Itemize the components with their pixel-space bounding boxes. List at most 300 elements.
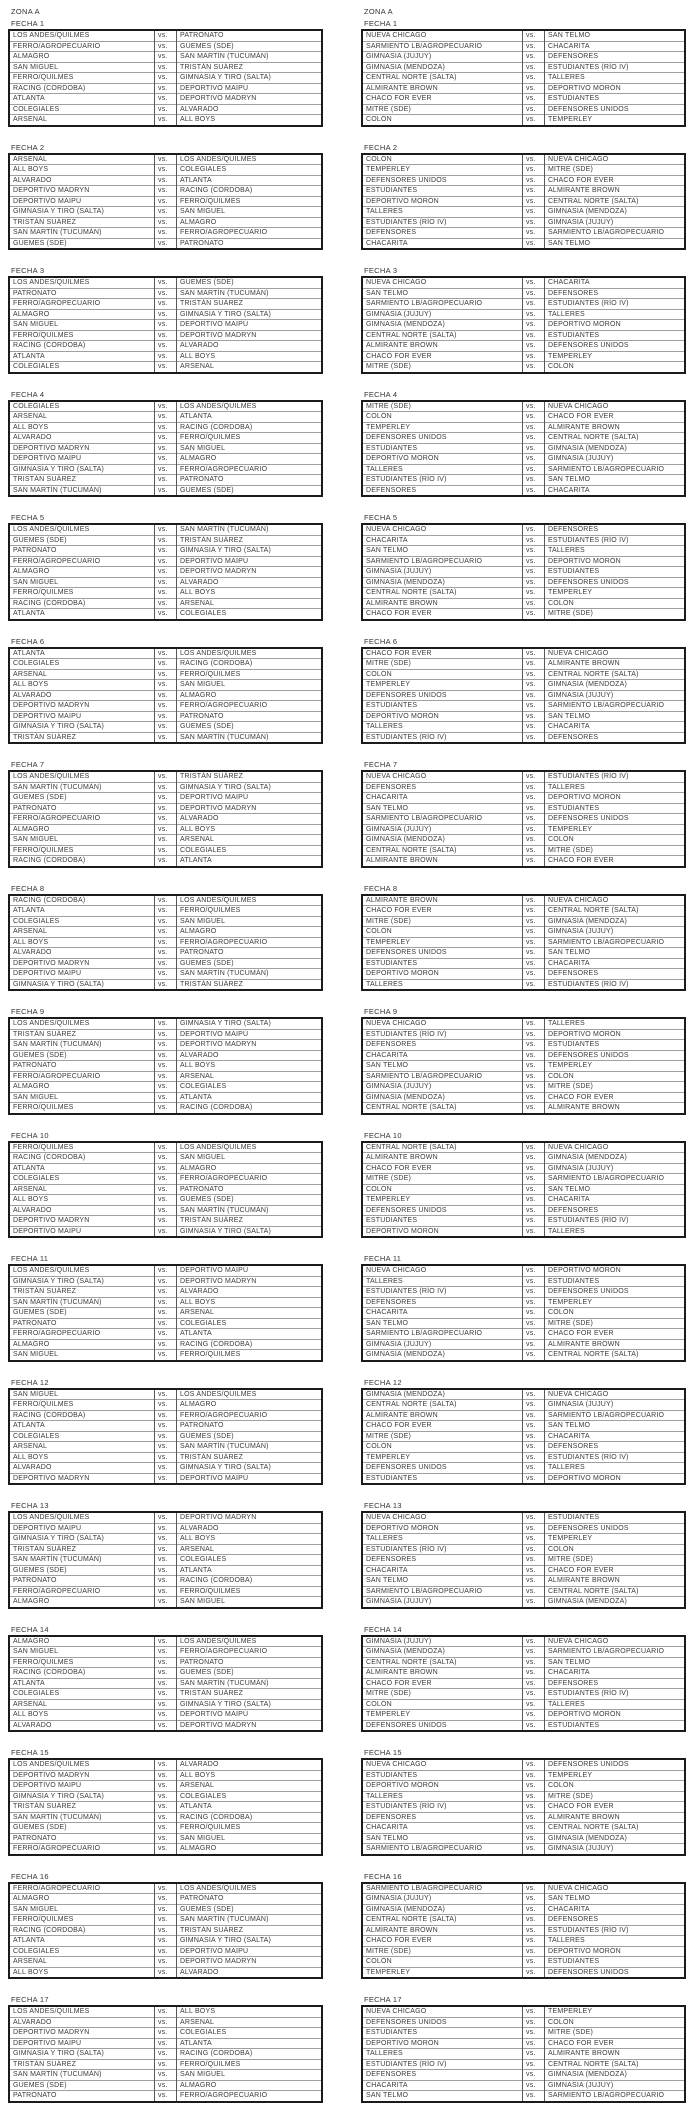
match-row — [9, 1936, 322, 1947]
fecha-block — [8, 636, 323, 745]
away-team-cell: TEMPERLEY — [545, 1061, 686, 1072]
vs-label: vs. — [523, 546, 545, 557]
vs-label: vs. — [155, 701, 177, 712]
match-row — [9, 83, 322, 94]
match-row — [362, 1226, 685, 1237]
match-row — [9, 475, 322, 486]
away-team-cell: MITRE (SDE) — [545, 165, 686, 176]
match-row — [9, 1576, 322, 1587]
home-team-cell: LOS ANDES/QUILMES — [13, 1267, 90, 1275]
vs-label: vs. — [523, 165, 545, 176]
fixture-table — [8, 894, 323, 992]
vs-label: vs. — [155, 1103, 177, 1114]
away-team-cell: FERRO/QUILMES — [177, 196, 323, 207]
match-row — [362, 362, 685, 373]
vs-label: vs. — [155, 1668, 177, 1679]
away-team-cell: DEFENSORES — [545, 1678, 686, 1689]
away-team-cell: GÜEMES (SDE) — [177, 1904, 323, 1915]
home-team-cell: ALMIRANTE BROWN — [362, 856, 523, 867]
match-row — [9, 330, 322, 341]
vs-label: vs. — [523, 948, 545, 959]
home-team-cell: DEFENSORES — [362, 228, 523, 239]
match-row — [362, 1597, 685, 1608]
home-team-cell: GIMNASIA (MENDOZA) — [362, 1647, 523, 1658]
match-row — [362, 175, 685, 186]
vs-label: vs. — [155, 1329, 177, 1340]
fecha-label: FECHA 8 — [11, 883, 45, 893]
match-row — [9, 598, 322, 609]
home-team-cell: SAN TELMO — [362, 1576, 523, 1587]
fecha-block — [361, 883, 686, 992]
match-row — [9, 1452, 322, 1463]
away-team-cell: ALMIRANTE BROWN — [545, 1339, 686, 1350]
fixture-table — [8, 647, 323, 745]
away-team-cell: LOS ANDES/QUILMES — [180, 1390, 257, 1398]
home-team-cell: MITRE (SDE) — [362, 362, 523, 373]
vs-label: vs. — [523, 1576, 545, 1587]
match-row — [9, 793, 322, 804]
away-team-cell: LOS ANDES/QUILMES — [180, 402, 257, 410]
home-team-cell: CENTRAL NORTE (SALTA) — [362, 845, 523, 856]
vs-label: vs. — [523, 30, 545, 41]
fixture-table — [8, 2005, 323, 2103]
match-row — [362, 2070, 685, 2081]
vs-label: vs. — [523, 1770, 545, 1781]
vs-label: vs. — [523, 906, 545, 917]
away-team-cell: GIMNASIA (JUJUY) — [545, 927, 686, 938]
match-row — [9, 1421, 322, 1432]
home-team-cell: FERRO/AGROPECUARIO — [13, 1884, 101, 1892]
home-team-cell: DEPORTIVO MORÓN — [362, 1781, 523, 1792]
home-team-cell: GIMNASIA (MENDOZA) — [362, 62, 523, 73]
home-team-cell: CHACO FOR EVER — [362, 1163, 523, 1174]
home-team-cell: GIMNASIA (JUJUY) — [362, 1894, 523, 1905]
vs-label: vs. — [523, 1967, 545, 1978]
vs-label: vs. — [523, 412, 545, 423]
fecha-block — [8, 1006, 323, 1115]
away-team-cell: MITRE (SDE) — [545, 1318, 686, 1329]
away-team-cell: DEPORTIVO MORÓN — [545, 556, 686, 567]
match-row — [9, 30, 322, 41]
home-team-cell: GIMNASIA Y TIRO (SALTA) — [9, 1276, 155, 1287]
away-team-cell: COLÓN — [545, 1308, 686, 1319]
match-row — [9, 454, 322, 465]
home-team-cell: GIMNASIA (JUJUY) — [366, 1637, 432, 1645]
match-row — [9, 2017, 322, 2028]
vs-label: vs. — [523, 1844, 545, 1855]
fecha-block — [361, 512, 686, 621]
match-row — [362, 1833, 685, 1844]
match-row — [362, 1894, 685, 1905]
home-team-cell: FERRO/AGROPECUARIO — [9, 1844, 155, 1855]
match-row — [9, 1103, 322, 1114]
fixture-table — [361, 153, 686, 251]
away-team-cell: ALVARADO — [180, 1761, 219, 1769]
away-team-cell: ALL BOYS — [177, 1061, 323, 1072]
match-row — [9, 309, 322, 320]
vs-label: vs. — [155, 115, 177, 126]
vs-label: vs. — [155, 906, 177, 917]
vs-label: vs. — [523, 228, 545, 239]
match-row — [362, 1431, 685, 1442]
match-row — [9, 1781, 322, 1792]
away-team-cell: SARMIENTO LB/AGROPECUARIO — [545, 2091, 686, 2102]
home-team-cell: ALMIRANTE BROWN — [362, 1410, 523, 1421]
home-team-cell: LOS ANDES/QUILMES — [13, 526, 90, 534]
fecha-block — [8, 265, 323, 374]
away-team-cell: DEFENSORES — [545, 1205, 686, 1216]
away-team-cell: DEPORTIVO MAIPÚ — [177, 793, 323, 804]
away-team-cell: SAN MARTÍN (TUCUMÁN) — [177, 52, 323, 63]
away-team-cell: DEFENSORES UNIDOS — [545, 814, 686, 825]
home-team-cell: PATRONATO — [9, 1318, 155, 1329]
match-row — [362, 1265, 685, 1276]
vs-label: vs. — [155, 433, 177, 444]
home-team-cell: TEMPERLEY — [362, 1967, 523, 1978]
away-team-cell: SAN MARTÍN (TUCUMÁN) — [180, 526, 269, 534]
home-team-cell: GIMNASIA (MENDOZA) — [362, 320, 523, 331]
vs-label: vs. — [155, 443, 177, 454]
away-team-cell: GÜEMES (SDE) — [177, 722, 323, 733]
match-row — [362, 1142, 685, 1153]
away-team-cell: ESTUDIANTES — [545, 1040, 686, 1051]
vs-label: vs. — [523, 454, 545, 465]
match-row — [362, 1544, 685, 1555]
away-team-cell: GIMNASIA (JUJUY) — [545, 217, 686, 228]
away-team-cell: ALL BOYS — [177, 1297, 323, 1308]
away-team-cell: RACING (CÓRDOBA) — [177, 1812, 323, 1823]
vs-label: vs. — [523, 937, 545, 948]
vs-label: vs. — [155, 62, 177, 73]
fecha-label: FECHA 6 — [11, 636, 45, 646]
away-team-cell: FERRO/AGROPECUARIO — [177, 1410, 323, 1421]
match-row — [362, 1678, 685, 1689]
fixture-table — [8, 523, 323, 621]
away-team-cell: TRISTÁN SUÁREZ — [177, 299, 323, 310]
home-team-cell: CHACARITA — [362, 1565, 523, 1576]
vs-label: vs. — [155, 927, 177, 938]
home-team-cell: CHACO FOR EVER — [362, 1678, 523, 1689]
match-row — [362, 598, 685, 609]
fecha-block — [361, 18, 686, 127]
away-team-cell: DEPORTIVO MORÓN — [545, 1029, 686, 1040]
home-team-cell: TEMPERLEY — [362, 937, 523, 948]
vs-label: vs. — [155, 1844, 177, 1855]
home-team-cell: ALVARADO — [9, 1205, 155, 1216]
away-team-cell: DEPORTIVO MADRYN — [177, 567, 323, 578]
fecha-block — [361, 1871, 686, 1980]
vs-label: vs. — [523, 732, 545, 743]
away-team-cell: CHACARITA — [545, 1668, 686, 1679]
away-team-cell: GÜEMES (SDE) — [177, 485, 323, 496]
match-row — [362, 238, 685, 249]
away-team-cell: ALMAGRO — [177, 690, 323, 701]
match-row — [362, 1092, 685, 1103]
home-team-cell: ESTUDIANTES — [362, 186, 523, 197]
away-team-cell: GIMNASIA (JUJUY) — [545, 1163, 686, 1174]
vs-label: vs. — [155, 556, 177, 567]
match-row — [9, 1226, 322, 1237]
match-row — [362, 309, 685, 320]
away-team-cell: DEFENSORES — [545, 52, 686, 63]
home-team-cell: ESTUDIANTES (RÍO IV) — [362, 475, 523, 486]
away-team-cell: DEFENSORES UNIDOS — [545, 1287, 686, 1298]
fixture-table — [361, 400, 686, 498]
home-team-cell: ESTUDIANTES — [362, 443, 523, 454]
home-team-cell: DEFENSORES UNIDOS — [362, 433, 523, 444]
home-team-cell: GIMNASIA (JUJUY) — [362, 1082, 523, 1093]
away-team-cell: PATRONATO — [177, 1421, 323, 1432]
vs-label: vs. — [155, 1226, 177, 1237]
vs-label: vs. — [155, 464, 177, 475]
home-team-cell: LOS ANDES/QUILMES — [13, 1514, 90, 1522]
away-team-cell: GIMNASIA Y TIRO (SALTA) — [177, 1463, 323, 1474]
vs-label: vs. — [155, 1957, 177, 1968]
away-team-cell: SAN TELMO — [545, 238, 686, 249]
away-team-cell: LOS ANDES/QUILMES — [180, 1884, 257, 1892]
match-row — [9, 115, 322, 126]
home-team-cell: GIMNASIA (JUJUY) — [362, 567, 523, 578]
home-team-cell: TALLERES — [362, 2049, 523, 2060]
match-row — [9, 1636, 322, 1647]
match-row — [362, 2049, 685, 2060]
match-row — [362, 1318, 685, 1329]
fecha-block — [361, 1130, 686, 1239]
home-team-cell: DEPORTIVO MAIPÚ — [9, 2038, 155, 2049]
away-team-cell: GIMNASIA (JUJUY) — [545, 2080, 686, 2091]
match-row — [362, 30, 685, 41]
away-team-cell: ARSENAL — [177, 835, 323, 846]
home-team-cell: GIMNASIA Y TIRO (SALTA) — [9, 1791, 155, 1802]
home-team-cell: LOS ANDES/QUILMES — [13, 279, 90, 287]
away-team-cell: CHACO FOR EVER — [545, 1329, 686, 1340]
home-team-cell: ALMIRANTE BROWN — [362, 1925, 523, 1936]
vs-label: vs. — [523, 1184, 545, 1195]
home-team-cell: TRISTÁN SUÁREZ — [9, 1544, 155, 1555]
away-team-cell: LOS ANDES/QUILMES — [180, 649, 257, 657]
home-team-cell: TALLERES — [362, 1791, 523, 1802]
vs-label: vs. — [155, 1946, 177, 1957]
match-row — [362, 2059, 685, 2070]
vs-label: vs. — [155, 1163, 177, 1174]
vs-label: vs. — [155, 52, 177, 63]
match-row — [362, 1759, 685, 1770]
match-row — [9, 927, 322, 938]
match-row — [362, 722, 685, 733]
away-team-cell: DEPORTIVO MADRYN — [177, 1720, 323, 1731]
away-team-cell: ESTUDIANTES — [545, 94, 686, 105]
fixture-table — [361, 1388, 686, 1486]
match-row — [362, 2080, 685, 2091]
away-team-cell: TEMPERLEY — [545, 351, 686, 362]
away-team-cell: GIMNASIA (MENDOZA) — [545, 680, 686, 691]
home-team-cell: ARSENAL — [9, 115, 155, 126]
match-row — [9, 669, 322, 680]
vs-label: vs. — [523, 115, 545, 126]
home-team-cell: ATLANTA — [9, 1421, 155, 1432]
vs-label: vs. — [155, 94, 177, 105]
vs-label: vs. — [523, 1029, 545, 1040]
away-team-cell: TRISTÁN SUÁREZ — [177, 62, 323, 73]
away-team-cell: SAN MARTÍN (TUCUMÁN) — [177, 732, 323, 743]
home-team-cell: SARMIENTO LB/AGROPECUARIO — [362, 1329, 523, 1340]
away-team-cell: TALLERES — [548, 1020, 585, 1028]
vs-label: vs. — [155, 958, 177, 969]
home-team-cell: SAN TELMO — [362, 288, 523, 299]
match-row — [9, 856, 322, 867]
away-team-cell: GIMNASIA (MENDOZA) — [545, 443, 686, 454]
match-row — [9, 196, 322, 207]
match-row — [9, 41, 322, 52]
home-team-cell: SARMIENTO LB/AGROPECUARIO — [362, 556, 523, 567]
fixture-table — [8, 1264, 323, 1362]
vs-label: vs. — [155, 1463, 177, 1474]
match-row — [9, 433, 322, 444]
home-team-cell: ALVARADO — [9, 948, 155, 959]
vs-label: vs. — [523, 443, 545, 454]
home-team-cell: ALL BOYS — [9, 1710, 155, 1721]
home-team-cell: ALMIRANTE BROWN — [366, 896, 438, 904]
match-row — [9, 1759, 322, 1770]
match-row — [9, 588, 322, 599]
vs-label: vs. — [523, 1957, 545, 1968]
match-row — [362, 1163, 685, 1174]
away-team-cell: SAN MARTÍN (TUCUMÁN) — [177, 969, 323, 980]
home-team-cell: GIMNASIA Y TIRO (SALTA) — [9, 464, 155, 475]
fixture-table — [361, 770, 686, 868]
home-team-cell: COLEGIALES — [9, 1431, 155, 1442]
fecha-label: FECHA 4 — [364, 389, 398, 399]
vs-label: vs. — [523, 1565, 545, 1576]
match-row — [362, 648, 685, 659]
fecha-block — [361, 265, 686, 374]
home-team-cell: ATLANTA — [9, 906, 155, 917]
home-team-cell: RACING (CÓRDOBA) — [9, 1668, 155, 1679]
away-team-cell: DEPORTIVO MAIPÚ — [177, 1946, 323, 1957]
away-team-cell: GIMNASIA Y TIRO (SALTA) — [177, 1699, 323, 1710]
vs-label: vs. — [523, 2017, 545, 2028]
home-team-cell: SAN MIGUEL — [9, 62, 155, 73]
match-row — [9, 546, 322, 557]
fecha-label: FECHA 3 — [364, 266, 398, 275]
away-team-cell: GIMNASIA (JUJUY) — [545, 1400, 686, 1411]
home-team-cell: ATLANTA — [9, 1163, 155, 1174]
match-row — [362, 1936, 685, 1947]
match-row — [9, 732, 322, 743]
vs-label: vs. — [523, 1636, 545, 1647]
match-row — [9, 1339, 322, 1350]
away-team-cell: ALVARADO — [177, 1523, 323, 1534]
vs-label: vs. — [155, 475, 177, 486]
away-team-cell: ALVARADO — [177, 1967, 323, 1978]
vs-label: vs. — [155, 330, 177, 341]
home-team-cell: ATLANTA — [9, 94, 155, 105]
vs-label: vs. — [523, 196, 545, 207]
fixture-table — [8, 1635, 323, 1733]
match-row — [9, 1689, 322, 1700]
away-team-cell: GIMNASIA Y TIRO (SALTA) — [177, 73, 323, 84]
match-row — [9, 1823, 322, 1834]
home-team-cell: GÜEMES (SDE) — [9, 1050, 155, 1061]
vs-label: vs. — [155, 362, 177, 373]
vs-label: vs. — [155, 659, 177, 670]
match-row — [362, 1844, 685, 1855]
vs-label: vs. — [523, 1410, 545, 1421]
zone-column-right — [361, 6, 686, 2118]
away-team-cell: GIMNASIA (MENDOZA) — [545, 916, 686, 927]
vs-label: vs. — [523, 609, 545, 620]
vs-label: vs. — [155, 1586, 177, 1597]
vs-label: vs. — [155, 845, 177, 856]
fecha-label: FECHA 11 — [364, 1254, 402, 1263]
away-team-cell: GIMNASIA (MENDOZA) — [545, 1597, 686, 1608]
match-row — [9, 288, 322, 299]
vs-label: vs. — [155, 277, 177, 288]
vs-label: vs. — [523, 341, 545, 352]
match-row — [9, 937, 322, 948]
vs-label: vs. — [523, 485, 545, 496]
fecha-block — [361, 1747, 686, 1856]
away-team-cell: PATRONATO — [177, 711, 323, 722]
away-team-cell: MITRE (SDE) — [545, 1791, 686, 1802]
fixture-table — [8, 1882, 323, 1980]
match-row — [9, 412, 322, 423]
fecha-block — [8, 512, 323, 621]
match-row — [9, 567, 322, 578]
vs-label: vs. — [155, 1657, 177, 1668]
away-team-cell: CHACARITA — [545, 485, 686, 496]
away-team-cell: COLÓN — [545, 1781, 686, 1792]
vs-label: vs. — [523, 1894, 545, 1905]
away-team-cell: CENTRAL NORTE (SALTA) — [545, 196, 686, 207]
match-row — [362, 207, 685, 218]
match-row — [9, 62, 322, 73]
fecha-label: FECHA 13 — [364, 1501, 402, 1510]
away-team-cell: DEPORTIVO MORÓN — [545, 1473, 686, 1484]
fecha-label: FECHA 15 — [364, 1748, 402, 1757]
home-team-cell: ALVARADO — [9, 1720, 155, 1731]
match-row — [9, 1565, 322, 1576]
away-team-cell: ATLANTA — [177, 1329, 323, 1340]
match-row — [9, 422, 322, 433]
vs-label: vs. — [155, 1421, 177, 1432]
vs-label: vs. — [155, 1534, 177, 1545]
home-team-cell: TRISTÁN SUÁREZ — [9, 217, 155, 228]
away-team-cell: ALMAGRO — [177, 1400, 323, 1411]
match-row — [9, 443, 322, 454]
vs-label: vs. — [155, 588, 177, 599]
fecha-label: FECHA 10 — [364, 1130, 402, 1140]
match-row — [9, 52, 322, 63]
match-row — [9, 1678, 322, 1689]
home-team-cell: ALL BOYS — [9, 1195, 155, 1206]
fixture-table — [8, 1758, 323, 1856]
match-row — [9, 351, 322, 362]
away-team-cell: ALVARADO — [177, 104, 323, 115]
vs-label: vs. — [155, 835, 177, 846]
home-team-cell: ARSENAL — [9, 1442, 155, 1453]
away-team-cell: TEMPERLEY — [545, 1534, 686, 1545]
away-team-cell: DEFENSORES — [545, 288, 686, 299]
away-team-cell: FERRO/AGROPECUARIO — [177, 1647, 323, 1658]
fixture-table — [8, 29, 323, 127]
away-team-cell: CENTRAL NORTE (SALTA) — [545, 2059, 686, 2070]
match-row — [9, 2006, 322, 2017]
vs-label: vs. — [523, 73, 545, 84]
away-team-cell: SAN MIGUEL — [177, 1153, 323, 1164]
away-team-cell: GIMNASIA Y TIRO (SALTA) — [177, 546, 323, 557]
home-team-cell: GIMNASIA (MENDOZA) — [362, 1904, 523, 1915]
